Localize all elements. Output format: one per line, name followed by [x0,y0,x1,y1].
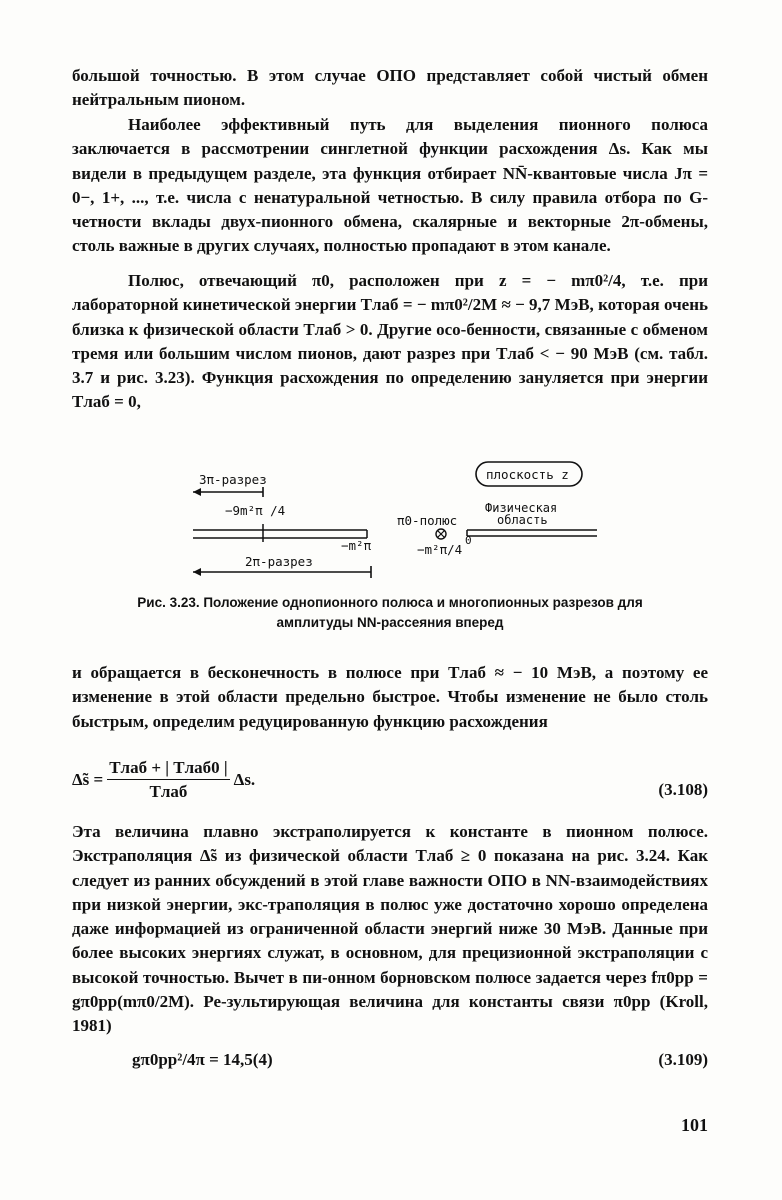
paragraph-3: Полюс, отвечающий π0, расположен при z = − mπ0²/4, т.е. при лабораторной кинетической энергии Tлаб = − mπ0²/2M ≈ − 9,7 МэВ, которая очень близка к физической области Tлаб > 0. Другие осо-бенности, связанные с обменом тремя или большим числом пионов, дают разрез при Tлаб < − 90 МэВ (см. табл. 3.7 и рис. 3.23). Функция расхождения по определению зануляется при энергии Tлаб = 0, [72,271,708,412]
label-phys1: Физическая [485,501,558,515]
caption-line-2: амплитуды NN-рассеяния вперед [276,615,504,630]
equation-number-109: (3.109) [658,1050,708,1069]
caption-line-1: Рис. 3.23. Положение однопионного полюса и многопионных разрезов для [137,595,643,610]
eq109-formula: gπ0pp²/4π = 14,5(4) [132,1050,273,1069]
eq-denominator: Tлаб [149,782,188,801]
3pi-arrowhead [193,488,201,496]
label-pole: π0-полюс [397,513,458,528]
paragraph-4: и обращается в бесконечность в полюсе при Tлаб ≈ − 10 МэВ, а поэтому ее изменение в этой области предельно быстрое. Чтобы изменение не было столь быстрым, определим редуцированную функцию расхождения [72,663,708,731]
eq-expression [72,758,255,802]
eq-numerator: Tлаб + | Tлаб0 | [107,758,229,780]
equation-3-109 [132,1050,708,1070]
figure-caption [72,593,708,633]
cut-diagram [185,452,605,582]
page-number: 101 [681,1115,708,1135]
label-m: −m²π [341,538,372,553]
equation-number-108: (3.108) [658,780,708,799]
label-phys2: область [497,513,548,527]
paragraph-2: Наиболее эффективный путь для выделения пионного полюса заключается в рассмотрении синглетной функции расхождения Δs. Как мы видели в предыдущем разделе, эта функция отбирает NN̄-квантовые числа Jπ = 0−, 1+, ..., т.е. числа с ненатуральной четностью. В силу правила отбора по G-четности вклады двух-пионного обмена, скалярные и векторные 2π-обмены, столь важные в других случаях, полностью пропадают в этом канале. [72,115,708,256]
label-m4: −m²π/4 [417,542,463,557]
eq-rhs: Δs. [233,770,256,789]
2pi-arrowhead [193,568,201,576]
paragraph-1: большой точностью. В этом случае ОПО представляет собой чистый обмен нейтральным пионом. [72,66,708,110]
label-zero: 0 [465,534,472,547]
label-9m: −9m²π /4 [225,503,286,518]
label-plane: плоскость z [486,467,569,482]
label-2pi-cut: 2π-разрез [245,554,313,569]
eq-fraction [107,758,229,802]
paragraph-5: Эта величина плавно экстраполируется к константе в пионном полюсе. Экстраполяция Δ̃s из физической области Tлаб ≥ 0 показана на рис. 3.24. Как следует из ранних обсуждений в этой главе важности ОПО в NN-взаимодействиях при низкой энергии, экс-траполяция в полюс уже достаточно хорошо определена даже информацией из ограниченной области энергий ниже 30 МэВ. Данные при более высоких энергиях служат, в основном, для прецизионной экстраполяции с высокой точностью. Вычет в пи-онном борновском полюсе задается через fπ0pp = gπ0pp(mπ0/2M). Ре-зультирующая величина для константы связи π0pp (Kroll, 1981) [72,822,708,1036]
equation-3-108 [72,758,708,818]
eq-lhs: Δ̃s = [72,770,104,789]
label-3pi-cut: 3π-разрез [199,472,267,487]
